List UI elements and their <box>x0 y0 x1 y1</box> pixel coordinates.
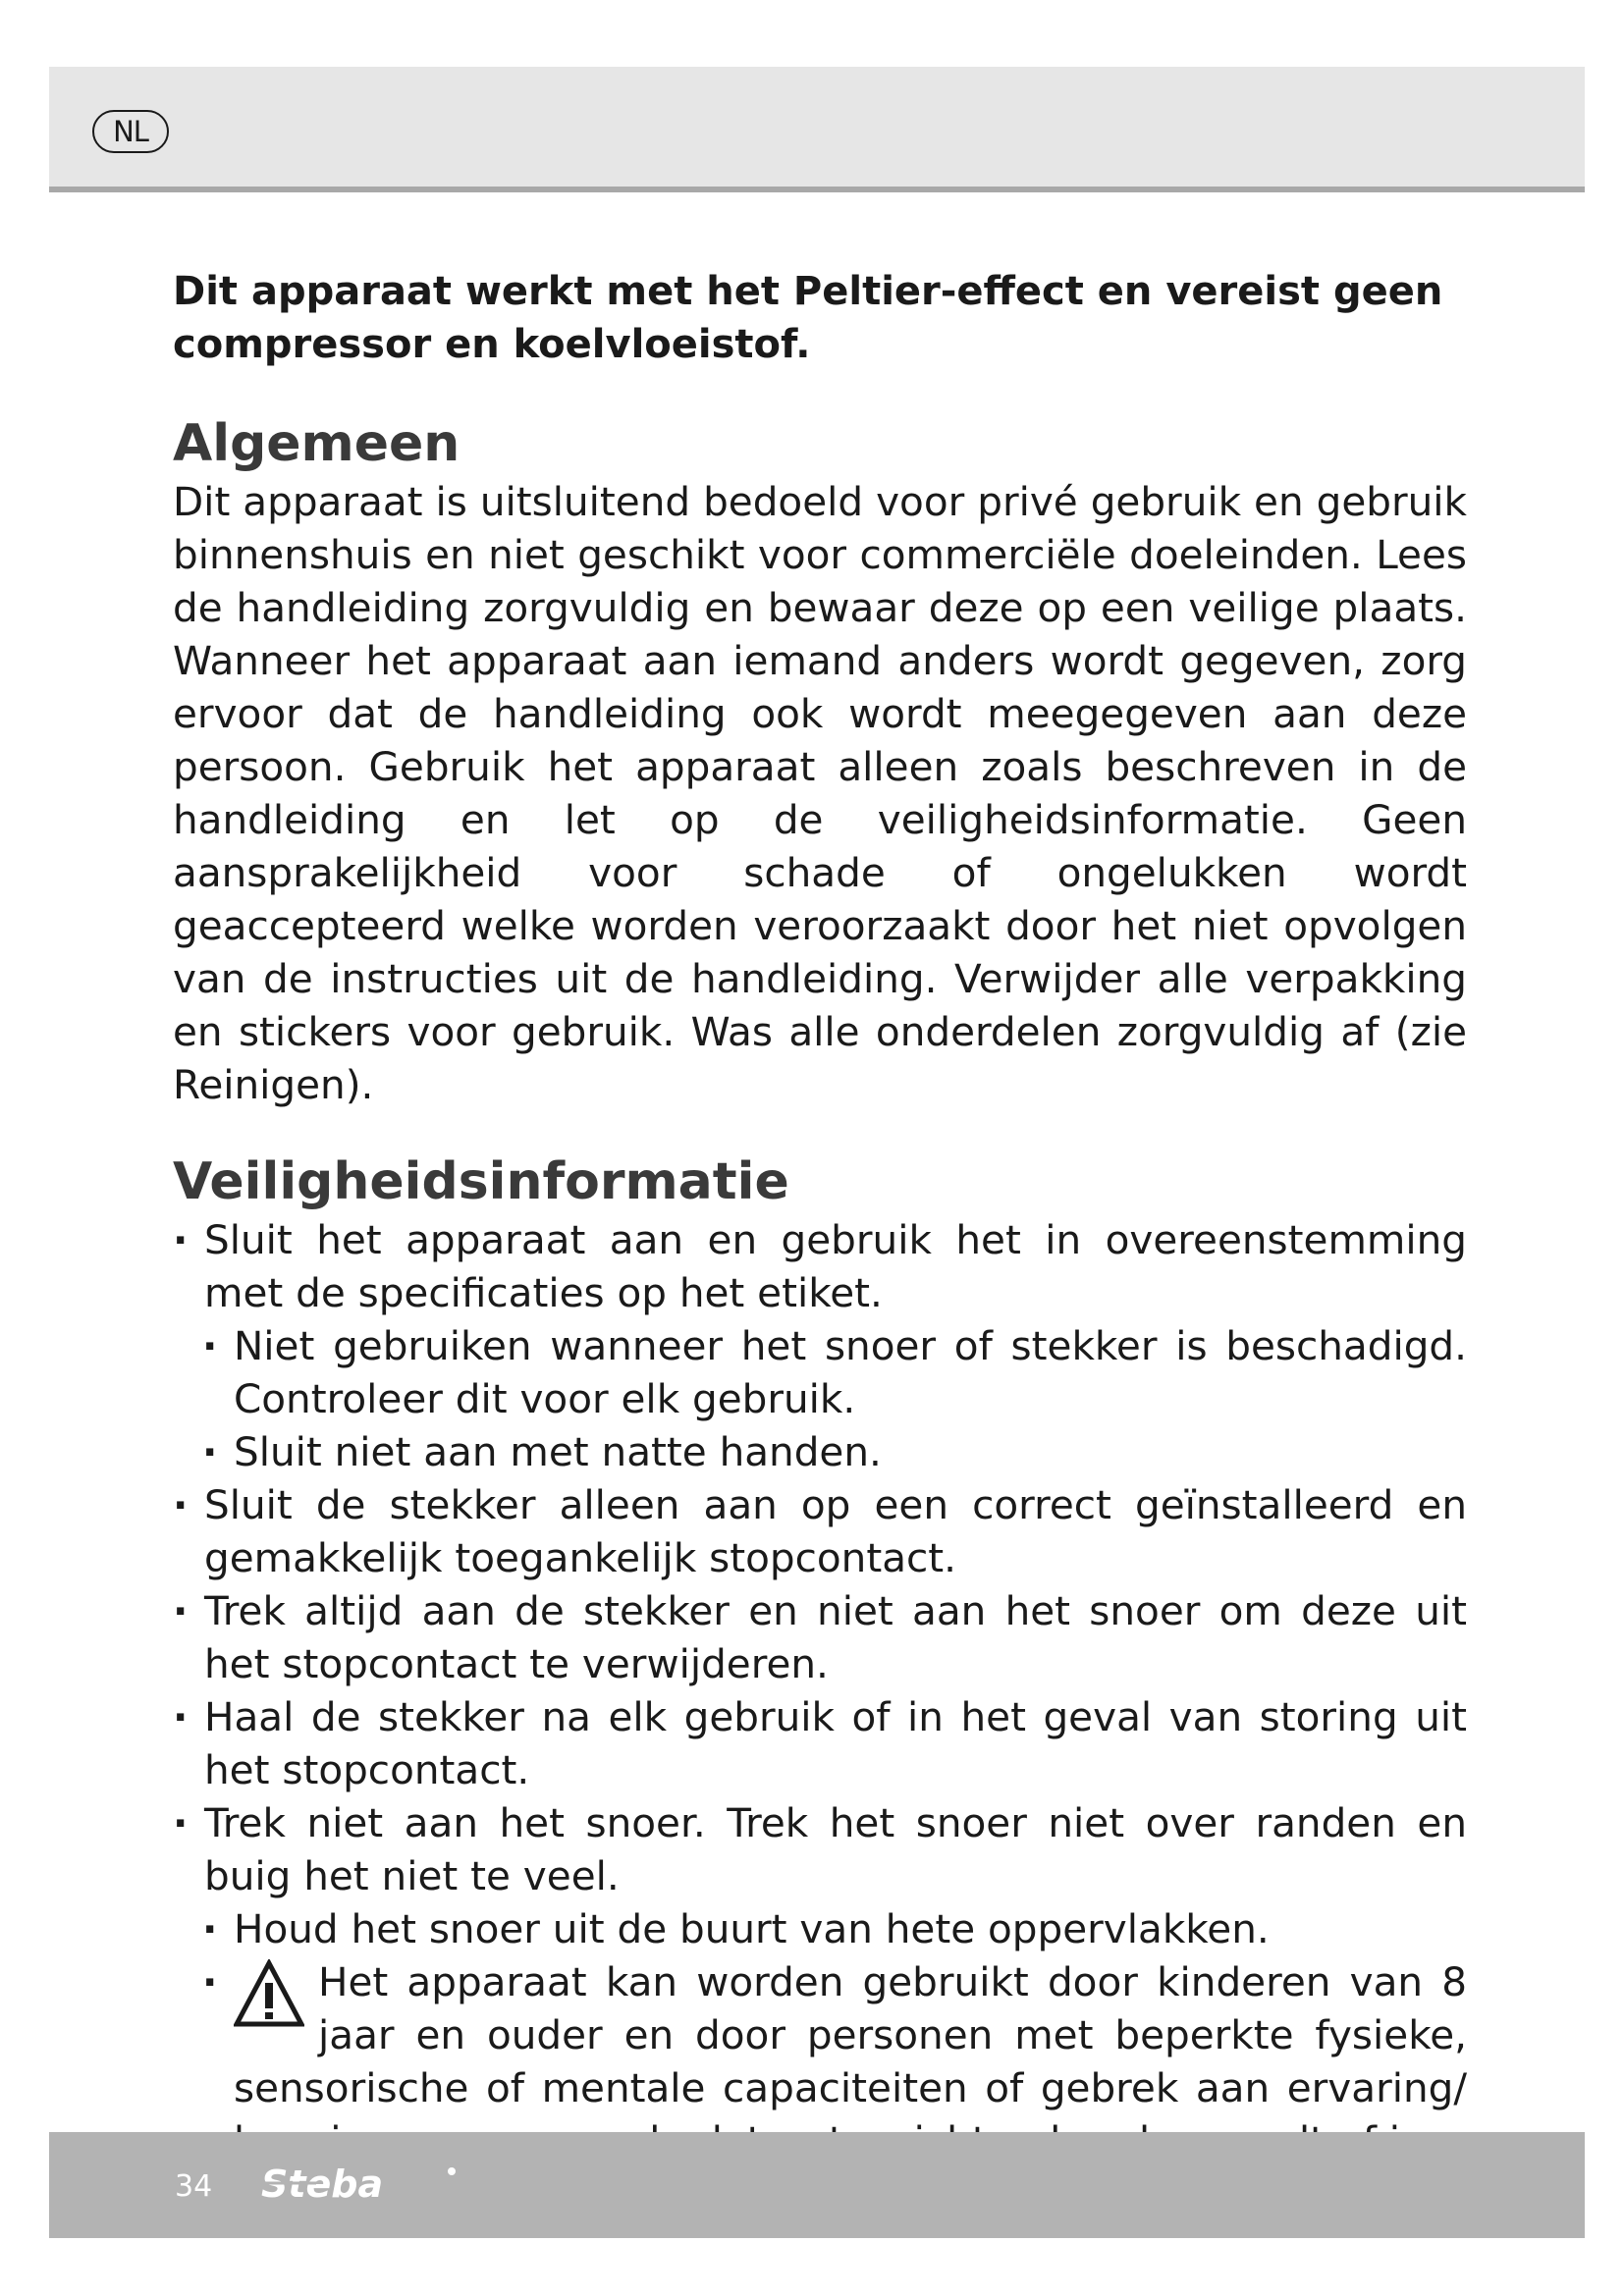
intro-text: Dit apparaat werkt met het Peltier-effect en vereist geen compressor en koelvloeistof. <box>173 269 1443 367</box>
safety-list <box>173 1213 1467 2167</box>
page-footer <box>49 2132 1585 2238</box>
warning-text: Het apparaat kan worden gebruikt door kinderen van 8 jaar en ouder en door personen met beperkte fysieke, sensorische of mentale capaciteiten of gebrek aan ervaring/ <box>234 1958 1467 2111</box>
section-heading-safety: Veiligheidsinformatie <box>173 1152 789 1211</box>
list-item: · Sluit het apparaat aan en gebruik het in overeenstemming met de specificaties op het etiket. <box>173 1213 1467 1319</box>
language-badge: NL <box>92 110 169 153</box>
page-header <box>49 67 1585 192</box>
steba-logo-text: Steba <box>261 2163 384 2206</box>
list-item: · Trek altijd aan de stekker en niet aan het snoer om deze uit het stopcontact te verwijderen. <box>173 1584 1467 1690</box>
general-body: Dit apparaat is uitsluitend bedoeld voor privé gebruik en gebruik binnenshuis en niet geschikt voor commerciële doeleinden. Lees de handleiding zorgvuldig en bewaar deze op een veilige plaats. Wanneer het apparaat aan iemand anders wordt gegeven, zorg ervoor dat de handleiding ook wordt meegegeven aan deze persoon. Gebruik het apparaat alleen zoals beschreven in de handleiding en let op de veiligheidsinformatie. Geen aansprakelijkheid voor schade of ongelukken wordt geaccepteerd welke worden veroorzaakt door het niet opvolgen van de instructies uit de handleiding. Verwijder alle verpakking en stickers voor gebruik. Was alle onderdelen zorgvuldig af (zie Reinigen). <box>173 478 1467 1108</box>
list-item: · Sluit de stekker alleen aan op een correct geïnstalleerd en gemakkelijk toegankelijk stopcontact. <box>173 1478 1467 1584</box>
page-number: 34 <box>175 2169 213 2204</box>
list-item: · Niet gebruiken wanneer het snoer of stekker is beschadigd. Controleer dit voor elk gebruik. <box>173 1319 1467 1425</box>
steba-logo <box>257 2162 463 2209</box>
page-content <box>173 265 1467 2167</box>
section-heading-general: Algemeen <box>173 414 460 473</box>
list-item: · Houd het snoer uit de buurt van hete oppervlakken. <box>173 1902 1467 1955</box>
list-item: · Trek niet aan het snoer. Trek het snoer niet over randen en buig het niet te veel. <box>173 1796 1467 1902</box>
list-item: · Sluit niet aan met natte handen. <box>173 1425 1467 1478</box>
list-item: · Haal de stekker na elk gebruik of in het geval van storing uit het stopcontact. <box>173 1690 1467 1796</box>
warning-triangle-icon <box>234 1959 304 2028</box>
